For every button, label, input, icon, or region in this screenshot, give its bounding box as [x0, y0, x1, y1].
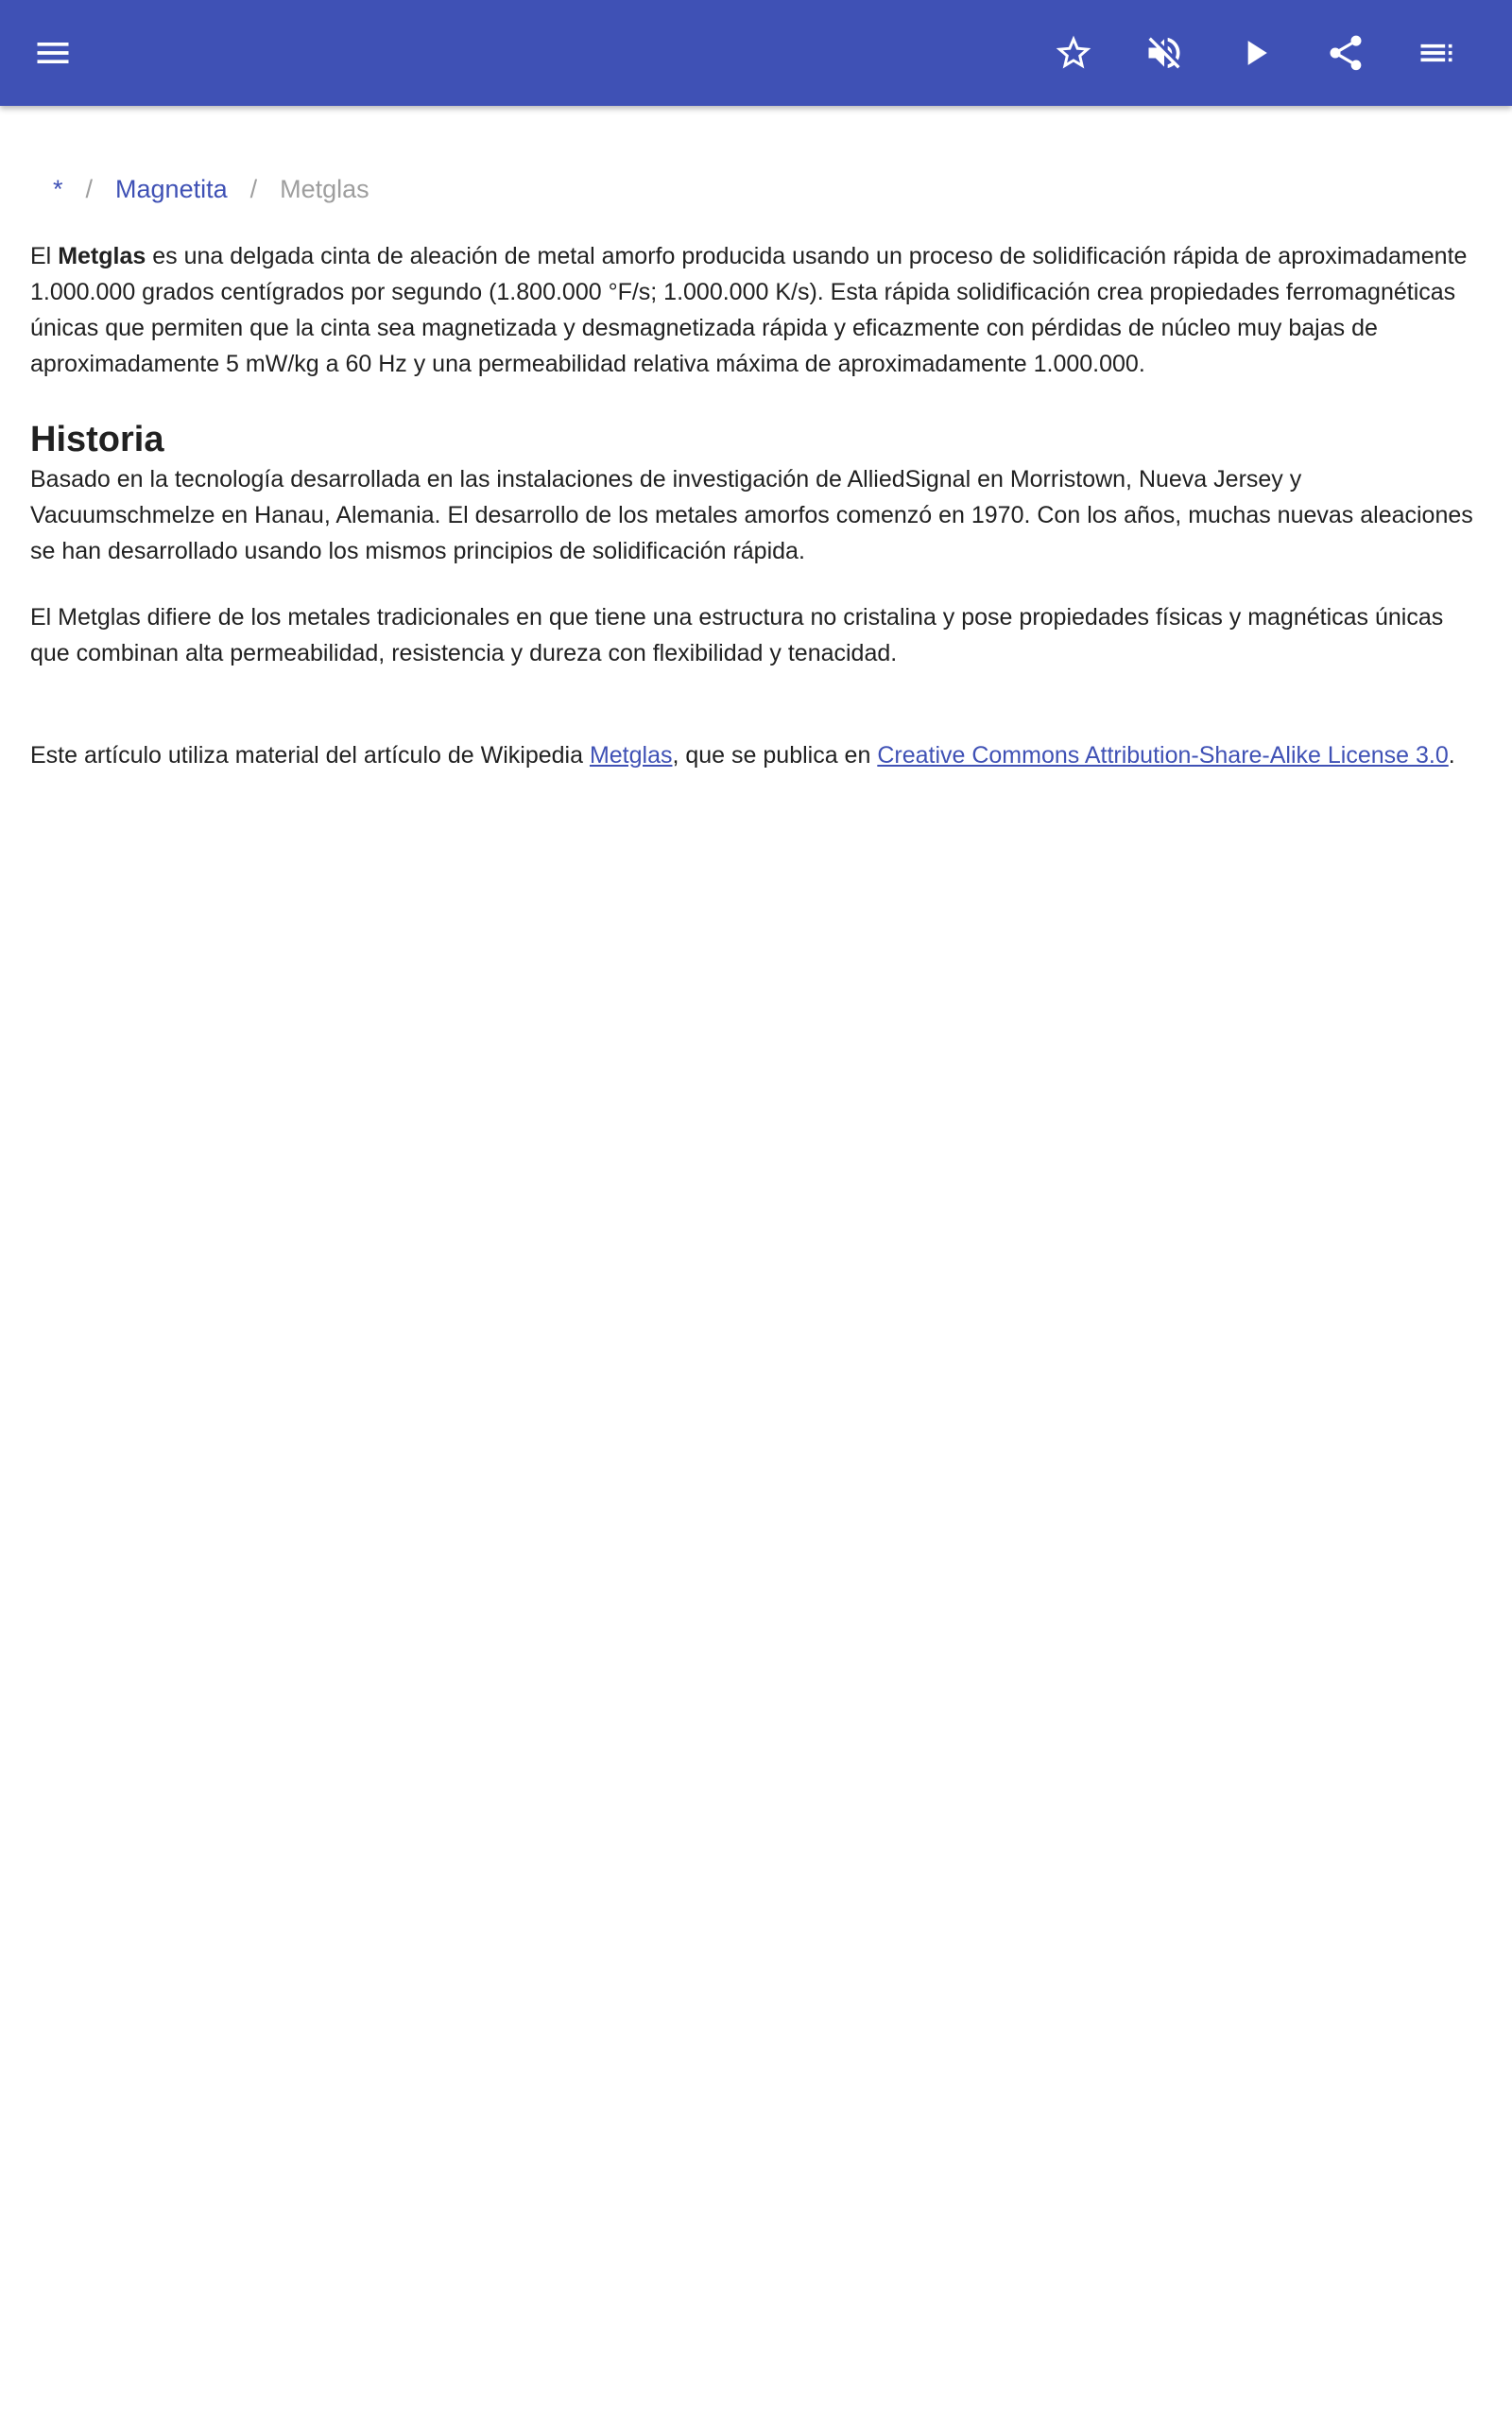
star-outline-icon — [1053, 32, 1094, 74]
license-link[interactable]: Creative Commons Attribution-Share-Alike License 3.0 — [877, 742, 1449, 769]
app-bar — [0, 0, 1512, 106]
share-icon — [1325, 32, 1366, 74]
breadcrumb-separator: / — [249, 175, 258, 203]
intro-text: es una delgada cinta de aleación de metal amorfo producida usando un proceso de solidificación rápida de aproximadamente 1.000.000 grados centígrados por segundo (1.800.000 °F/s; 1.000.000 K/s). Esta rápida solidificación crea propiedades ferromagnéticas únicas que permiten que la cinta sea magnetizada y desmagnetizada rápida y eficazmente con pérdidas de núcleo muy bajas de aproximadamente 5 mW/kg a 60 Hz y una permeabilidad relativa máxima de aproximadamente 1.000.000. — [30, 243, 1468, 377]
favorite-button[interactable] — [1043, 23, 1104, 83]
history-paragraph-2: El Metglas difiere de los metales tradicionales en que tiene una estructura no cristalina y pose propiedades físicas y magnéticas únicas que combinan alta permeabilidad, resistencia y dureza con flexibilidad y tenacidad. — [30, 604, 1444, 666]
play-icon — [1234, 32, 1276, 74]
mute-button[interactable] — [1134, 23, 1194, 83]
attribution-prefix: Este artículo utiliza material del artículo de Wikipedia — [30, 742, 590, 769]
attribution-paragraph — [30, 737, 1482, 773]
table-of-contents-icon — [1416, 32, 1457, 74]
breadcrumb-separator: / — [85, 175, 94, 203]
volume-off-icon — [1143, 32, 1185, 74]
breadcrumb-current: Metglas — [280, 175, 369, 203]
menu-icon — [32, 32, 74, 74]
article-content — [30, 106, 1482, 773]
play-button[interactable] — [1225, 23, 1285, 83]
breadcrumb-parent-link[interactable]: Magnetita — [115, 175, 228, 203]
intro-prefix: El — [30, 243, 59, 269]
article-subject: Metglas — [58, 243, 146, 269]
section-heading-historia: Historia — [30, 420, 164, 459]
intro-paragraph — [30, 238, 1482, 382]
breadcrumb — [30, 170, 1482, 208]
breadcrumb-home-link[interactable]: * — [53, 175, 63, 203]
menu-button[interactable] — [23, 23, 83, 83]
attribution-suffix: . — [1448, 742, 1455, 769]
wikipedia-source-link[interactable]: Metglas — [589, 742, 673, 769]
history-paragraph-1: Basado en la tecnología desarrollada en las instalaciones de investigación de AlliedSignal en Morristown, Nueva Jersey y Vacuumschmelze en Hanau, Alemania. El desarrollo de los metales amorfos comenzó en 1970. Con los años, muchas nuevas aleaciones se han desarrollado usando los mismos principios de solidificación rápida. — [30, 466, 1473, 564]
share-button[interactable] — [1315, 23, 1376, 83]
attribution-middle: , que se publica en — [672, 742, 878, 769]
table-of-contents-button[interactable] — [1406, 23, 1467, 83]
